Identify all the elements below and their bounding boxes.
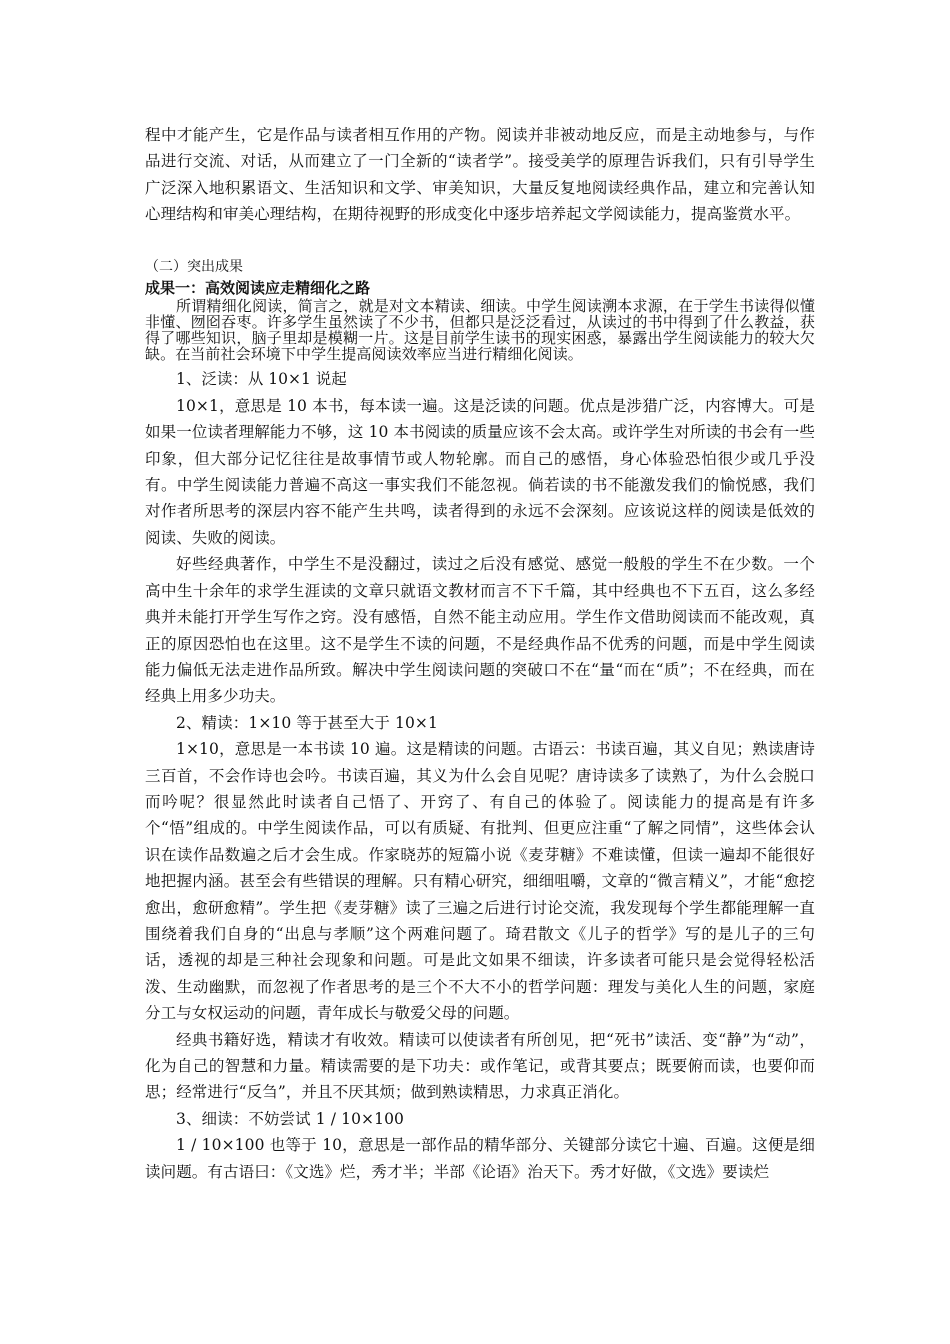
intro-paragraph: 程中才能产生，它是作品与读者相互作用的产物。阅读并非被动地反应，而是主动地参与，与作品进行交流、对话，从而建立了一门全新的“读者学”。接受美学的原理告诉我们，只有引导学生广泛深入地积累语文、生活知识和文学、审美知识，大量反复地阅读经典作品，建立和完善认知心理结构和审美心理结构，在期待视野的形成变化中逐步培养起文学阅读能力，提高鉴赏水平。 <box>145 126 815 224</box>
intensive-reading-paragraph-1: 1×10，意思是一本书读 10 遍。这是精读的问题。古语云：书读百遍，其义自见；熟读唐诗三百首，不会作诗也会吟。书读百遍，其义为什么会自见呢？唐诗读多了读熟了，为什么会脱口而吟呢？很显然此时读者自己悟了、开窍了、有自己的体验了。阅读能力的提高是有许多个“悟”组成的。中学生阅读作品，可以有质疑、有批判、但更应注重“了解之同情”，这些体会认识在读作品数遍之后才会生成。作家晓苏的短篇小说《麦芽糖》不难读懂，但读一遍却不能很好地把握内涵。甚至会有些错误的理解。只有精心研究，细细咀嚼，文章的“微言精义”，才能“愈挖愈出，愈研愈精”。学生把《麦芽糖》读了三遍之后进行讨论交流，我发现每个学生都能理解一直围绕着我们自身的“出息与孝顺”这个两难问题了。琦君散文《儿子的哲学》写的是儿子的三句话，透视的却是三种社会现象和问题。可是此文如果不细读，许多读者可能只是会觉得轻松活泼、生动幽默，而忽视了作者思考的是三个不大不小的哲学问题：理发与美化人生的问题，家庭分工与女权运动的问题，青年成长与敬爱父母的问题。 <box>145 740 815 1023</box>
spacer <box>145 228 815 256</box>
result-one-body: 所谓精细化阅读，简言之，就是对文本精读、细读。中学生阅读溯本求源，在于学生书读得似懂非懂、囫囵吞枣。许多学生虽然读了不少书，但都只是泛泛看过，从读过的书中得到了什么教益，获得了哪些知识，脑子里却是模糊一片。这是目前学生读书的现实困惑，暴露出学生阅读能力的较大欠缺。在当前社会环境下中学生提高阅读效率应当进行精细化阅读。 <box>145 296 815 364</box>
extensive-reading-paragraph-1: 10×1，意思是 10 本书，每本读一遍。这是泛读的问题。优点是涉猎广泛，内容博大。可是如果一位读者理解能力不够，这 10 本书阅读的质量应该不会太高。或许学生对所读的书会有一些印象，但大部分记忆往往是故事情节或人物轮廓。而自己的感悟，身心体验恐怕很少或几乎没有。中学生阅读能力普遍不高这一事实我们不能忽视。倘若读的书不能激发我们的愉悦感，我们对作者所思考的深层内容不能产生共鸣，读者得到的永远不会深刻。应该说这样的阅读是低效的阅读、失败的阅读。 <box>145 396 815 547</box>
document-page <box>145 122 815 1185</box>
result-one-title: 成果一：高效阅读应走精细化之路 <box>145 278 371 297</box>
extensive-reading-paragraph-2: 好些经典著作，中学生不是没翻过，读过之后没有感觉、感觉一般般的学生不在少数。一个高中生十余年的求学生涯读的文章只就语文教材而言不下千篇，其中经典也不下五百，这么多经典并未能打开学生写作之窍。没有感悟，自然不能主动应用。学生作文借助阅读而不能改观，真正的原因恐怕也在这里。这不是学生不读的问题，不是经典作品不优秀的问题，而是中学生阅读能力偏低无法走进作品所致。解决中学生阅读问题的突破口不在“量“而在“质”；不在经典，而在经典上用多少功夫。 <box>145 555 815 706</box>
subheading-close-reading: 3、细读：不妨尝试 1 / 10×100 <box>176 1109 405 1128</box>
close-reading-paragraph-1: 1 / 10×100 也等于 10，意思是一部作品的精华部分、关键部分读它十遍、百遍。这便是细读问题。有古语曰：《文选》烂，秀才半；半部《论语》治天下。秀才好做，《文选》要读烂 <box>145 1136 815 1181</box>
intensive-reading-paragraph-2: 经典书籍好选，精读才有收效。精读可以使读者有所创见，把“死书”读活、变“静”为“动”，化为自己的智慧和力量。精读需要的是下功夫：或作笔记，或背其要点；既要俯而读，也要仰而思；经常进行“反刍”，并且不厌其烦；做到熟读精思，力求真正消化。 <box>145 1030 815 1102</box>
subheading-extensive-reading: 1、泛读：从 10×1 说起 <box>176 370 347 389</box>
subheading-intensive-reading: 2、精读：1×10 等于甚至大于 10×1 <box>176 713 438 732</box>
section-heading: （二）突出成果 <box>145 258 243 275</box>
